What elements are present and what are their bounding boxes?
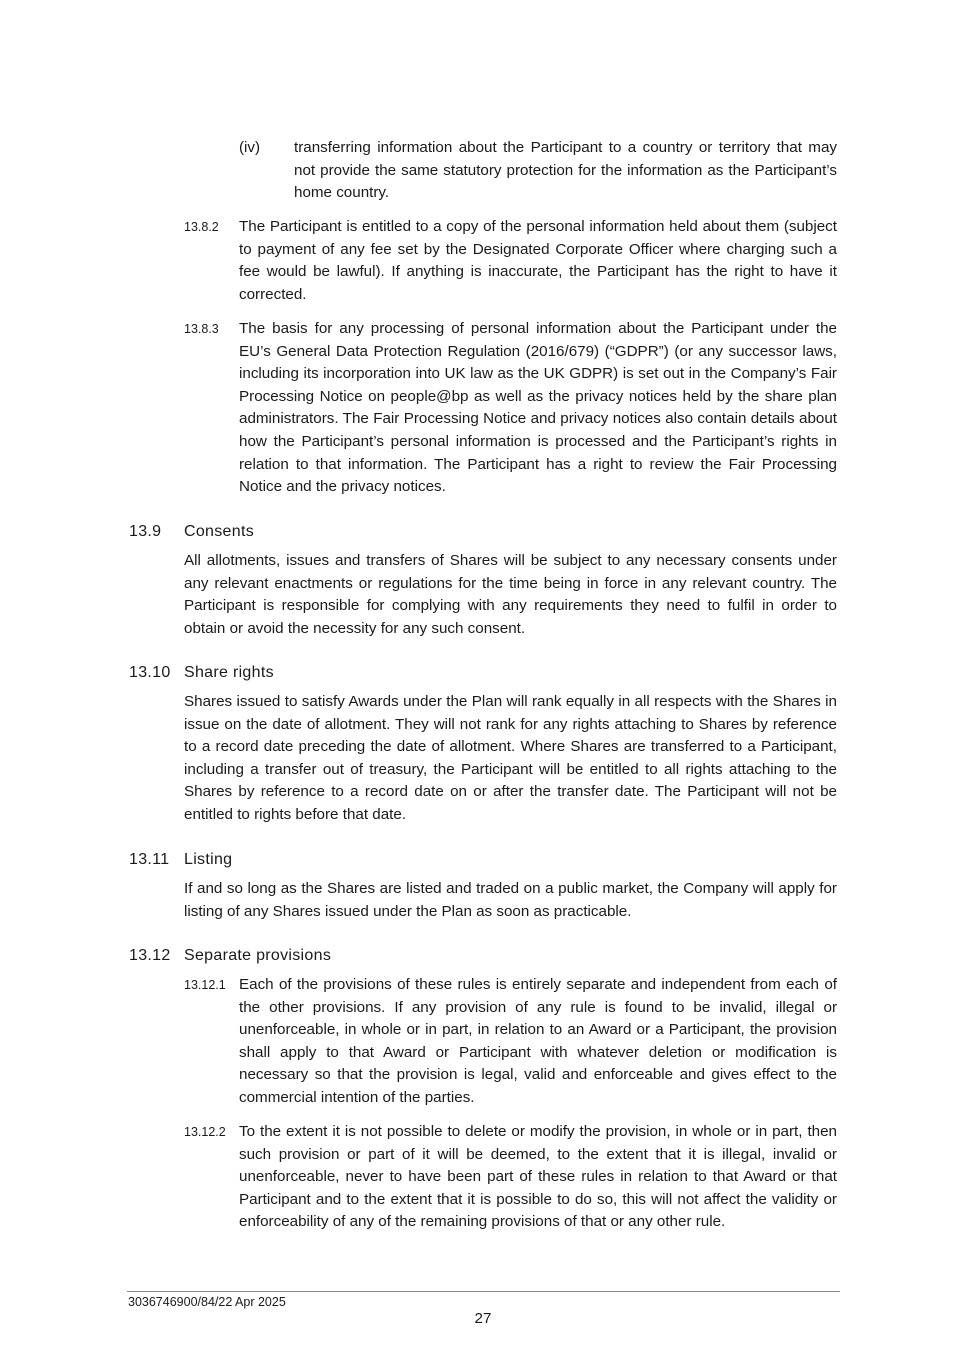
clause-text-13-12-2: To the extent it is not possible to delete or modify the provision, in whole or in part, then such provision or part of it will be deemed, to the extent that it is illegal, invalid or unenforceable, never to have been part of these rules in relation to that Award or that Participant and to the extent that it is possible to do so, this will not affect the validity or enforceability of any of the remaining provisions of that or any other rule. <box>239 1123 837 1231</box>
section-text-13-9: All allotments, issues and transfers of Shares will be subject to any necessary consents under any relevant enactments or regulations for the time being in force in any relevant country. The Participant is responsible for complying with any requirements they need to fulfil in order to obtain or avoid the necessity for any such consent. <box>184 552 837 637</box>
section-title: Listing <box>184 851 233 868</box>
section-title: Consents <box>184 523 254 540</box>
clause-number-13-12-2: 13.12.2 <box>184 1125 226 1139</box>
footer-divider <box>127 1291 840 1292</box>
section-number: 13.12 <box>129 947 171 964</box>
section-text-13-10: Shares issued to satisfy Awards under the Plan will rank equally in all respects with the Shares in issue on the date of allotment. They will not rank for any rights attaching to Shares by reference to a record date preceding the date of allotment. Where Shares are transferred to a Participant, including a transfer out of treasury, the Participant will be entitled to all rights attaching to the Shares by reference to a record date on or after the transfer date. The Participant will not be entitled to rights before that date. <box>184 693 837 823</box>
clause-number-13-8-2: 13.8.2 <box>184 220 219 234</box>
section-title: Share rights <box>184 664 274 681</box>
list-item-iv-text: transferring information about the Participant to a country or territory that may not provide the same statutory protection for the information as the Participant’s home country. <box>294 139 837 202</box>
clause-text-13-8-3: The basis for any processing of personal information about the Participant under the EU’s General Data Protection Regulation (2016/679) (“GDPR”) (or any successor laws, including its incorporation into UK law as the UK GDPR) is set out in the Company’s Fair Processing Notice on people@bp as well as the privacy notices held by the share plan administrators. The Fair Processing Notice and privacy notices also contain details about how the Participant’s personal information is processed and the Participant’s rights in relation to that information. The Participant has a right to review the Fair Processing Notice and the privacy notices. <box>239 320 837 496</box>
section-number: 13.11 <box>129 851 170 868</box>
clause-text-13-12-1: Each of the provisions of these rules is entirely separate and independent from each of the other provisions. If any provision of any rule is found to be invalid, illegal or unenforceable, in whole or in part, in relation to an Award or a Participant, the provision shall apply to that Award or Participant with whatever deletion or modification is necessary so that the provision is legal, valid and enforceable and gives effect to the commercial intention of the parties. <box>239 976 837 1106</box>
page-number: 27 <box>474 1310 492 1327</box>
clause-text-13-8-2: The Participant is entitled to a copy of the personal information held about them (subject to payment of any fee set by the Designated Corporate Officer where charging such a fee would be lawful). If anything is inaccurate, the Participant has the right to have it corrected. <box>239 218 837 303</box>
footer-reference: 3036746900/84/22 Apr 2025 <box>128 1295 286 1309</box>
section-text-13-11: If and so long as the Shares are listed and traded on a public market, the Company will apply for listing of any Shares issued under the Plan as soon as practicable. <box>184 880 837 920</box>
clause-number-13-8-3: 13.8.3 <box>184 322 219 336</box>
section-number: 13.10 <box>129 664 171 681</box>
list-marker-iv: (iv) <box>239 139 261 156</box>
clause-number-13-12-1: 13.12.1 <box>184 978 226 992</box>
section-title: Separate provisions <box>184 947 332 964</box>
section-number: 13.9 <box>129 523 162 540</box>
